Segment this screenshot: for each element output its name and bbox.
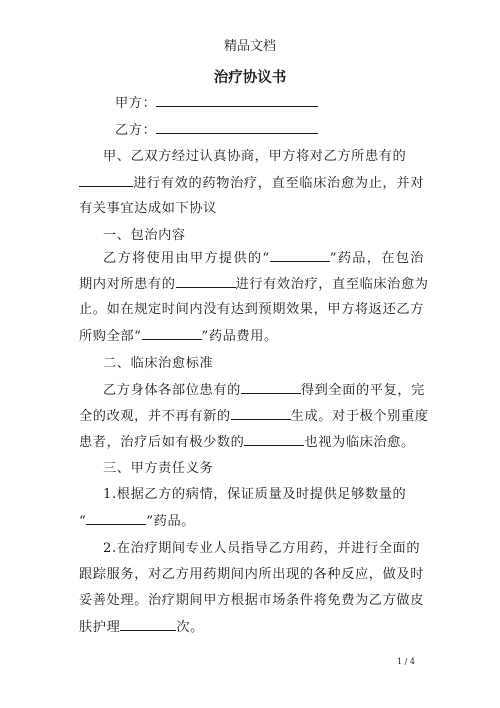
- intro-line-1: [103, 148, 424, 166]
- s1-line-1: [103, 249, 424, 268]
- s2-line-2: [79, 407, 429, 426]
- s2-text-2a: 全的改观，并不再有新的: [79, 409, 231, 424]
- intro-line-3: 有关事宜达成如下协议: [79, 201, 217, 216]
- document-title: 治疗协议书: [213, 69, 287, 86]
- disease-blank: [79, 174, 133, 187]
- s3-item-2-line-2: 跟踪服务，对乙方用药期间内所出现的各种反应，做及时: [79, 567, 424, 582]
- disease-blank-2: [176, 275, 236, 288]
- drug-name-blank-1: [270, 249, 330, 262]
- s1-line-4: [79, 327, 424, 346]
- s1-text-2b: 进行有效治疗，直至临床治愈为: [235, 277, 429, 292]
- s1-line-3: 止。如在规定时间内没有达到预期效果，甲方将返还乙方: [79, 302, 424, 317]
- s1-text-1b: ”药品，在包治: [329, 251, 424, 266]
- s2-text-3a: 患者，治疗后如有极少数的: [79, 435, 245, 450]
- s3-text-4b: 次。: [176, 620, 204, 635]
- s1-text-4a: 所购全部“: [79, 329, 142, 344]
- s1-text-2a: 期内对所患有的: [79, 277, 176, 292]
- party-a-row: [115, 94, 460, 113]
- party-b-row: [115, 121, 460, 140]
- watermark-header: 精品文档: [223, 39, 276, 54]
- party-b-blank: [156, 121, 318, 134]
- s3-item-2-line-1: 2.在治疗期间专业人员指导乙方用药，并进行全面的: [103, 541, 421, 556]
- section-1-heading: 一、包治内容: [103, 228, 186, 243]
- intro-line-2: [79, 174, 424, 193]
- s2-text-1a: 乙方身体各部位患有的: [103, 383, 241, 398]
- s3-item-2-line-3: 妥善处理。治疗期间甲方根据市场条件将免费为乙方做皮: [79, 593, 424, 608]
- section-3-heading: 三、甲方责任义务: [103, 461, 214, 476]
- section-2-heading: 二、临床治愈标准: [103, 356, 214, 371]
- intro-text-2: 进行有效的药物治疗，直至临床治愈为止，并对: [133, 176, 424, 191]
- s3-item-1-line-1: 1.根据乙方的病情，保证质量及时提供足够数量的: [103, 487, 407, 502]
- affected-area-blank: [241, 381, 301, 394]
- party-b-label: 乙方：: [115, 123, 157, 138]
- intro-text-1: 甲、乙双方经过认真协商，甲方将对乙方所患有的: [103, 149, 407, 164]
- new-symptom-blank: [231, 407, 291, 420]
- s2-line-1: [103, 381, 424, 400]
- s2-text-1b: 得到全面的平复，完: [300, 383, 425, 398]
- s2-text-2b: 生成。对于极个别重度: [290, 409, 429, 424]
- page-number: 1 / 4: [397, 657, 415, 666]
- s3-item-1-line-2: [79, 512, 424, 531]
- s3-text-1b: ”药品。: [146, 514, 196, 529]
- residual-symptom-blank: [244, 433, 304, 446]
- party-a-blank: [156, 94, 318, 107]
- s3-text-4a: 肤护理: [79, 620, 121, 635]
- s1-line-2: [79, 275, 429, 294]
- s3-item-2-line-4: [79, 618, 424, 637]
- s1-text-1a: 乙方将使用由甲方提供的“: [103, 251, 270, 266]
- s1-text-4b: ”药品费用。: [201, 329, 278, 344]
- skin-care-count-blank: [120, 618, 176, 631]
- s2-line-3: [79, 433, 424, 452]
- s2-text-3b: 也视为临床治愈。: [304, 435, 415, 450]
- drug-name-blank-2: [142, 327, 202, 340]
- party-a-label: 甲方：: [115, 96, 157, 111]
- drug-name-blank-3: [86, 512, 146, 525]
- s3-text-1a: “: [79, 514, 87, 529]
